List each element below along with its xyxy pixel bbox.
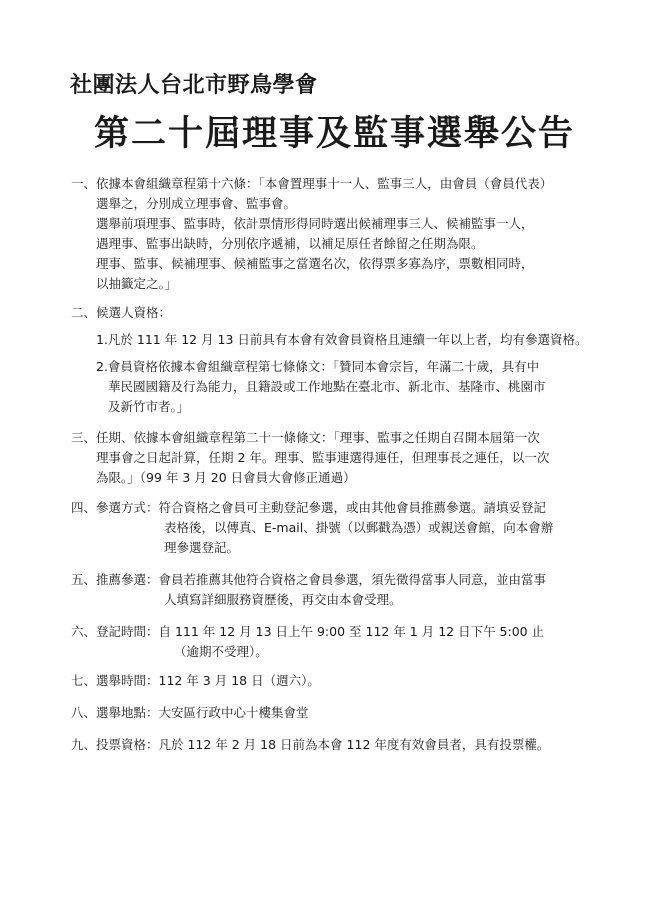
page-title: 第二十屆理事及監事選舉公告 — [94, 113, 576, 154]
organization-name: 社團法人台北市野鳥學會 — [70, 73, 318, 98]
section-1-line-2: 選舉前項理事、監事時，依計票情形得同時選出候補理事三人、候補監事一人， — [96, 216, 534, 231]
section-2-item-2-line-2: 華民國國籍及行為能力，且籍設或工作地點在臺北市、新北市、基隆市、桃園市 — [108, 379, 546, 394]
section-8-heading: 八、選舉地點：大安區行政中心十樓集會堂 — [71, 705, 309, 720]
section-6-line-1: （逾期不受理）。 — [174, 644, 268, 659]
section-1-line-3: 遇理事、監事出缺時，分別依序遞補，以補足原任者餘留之任期為限。 — [96, 236, 484, 251]
section-2-item-2: 2.會員資格依據本會組織章程第七條條文：「贊同本會宗旨，年滿二十歲，具有中 — [96, 359, 540, 374]
section-7-heading: 七、選舉時間：112 年 3 月 18 日（週六）。 — [71, 673, 320, 688]
section-2-item-1: 1.凡於 111 年 12 月 13 日前具有本會有效會員資格且連續一年以上者，均有參選資格。 — [96, 332, 588, 347]
section-1-heading: 一、依據本會組織章程第十六條：「本會置理事十一人、監事三人，由會員（會員代表） — [71, 176, 553, 191]
section-1-line-4: 理事、監事、候補理事、候補監事之當選名次，依得票多寡為序，票數相同時， — [96, 256, 534, 271]
section-2-item-2-line-3: 及新竹市者。」 — [108, 399, 190, 414]
section-6-heading: 六、登記時間：自 111 年 12 月 13 日上午 9:00 至 112 年 1 月 12 日下午 5:00 止 — [71, 624, 545, 639]
section-5-line-1: 人填寫詳細服務資歷後，再交由本會受理。 — [164, 592, 402, 607]
section-1-line-1: 選舉之，分別成立理事會、監事會。 — [96, 196, 297, 211]
section-4-line-2: 理參選登記。 — [164, 540, 240, 555]
section-1-line-5: 以抽籤定之。」 — [96, 276, 178, 291]
section-4-line-1: 表格後，以傳真、E-mail、掛號（以郵戳為憑）或親送會館，向本會辦 — [164, 520, 554, 535]
section-3-heading: 三、任期、依據本會組織章程第二十一條條文：「理事、監事之任期自召開本屆第一次 — [71, 430, 540, 445]
section-5-heading: 五、推薦參選：會員若推薦其他符合資格之會員參選，須先徵得當事人同意，並由當事 — [71, 572, 547, 587]
section-9-heading: 九、投票資格：凡於 112 年 2 月 18 日前為本會 112 年度有效會員者，具有投票權。 — [71, 737, 550, 752]
section-2-heading: 二、候選人資格： — [71, 305, 172, 320]
section-3-line-2: 為限。」（99 年 3 月 20 日會員大會修正通過） — [96, 470, 356, 485]
section-3-line-1: 理事會之日起計算，任期 2 年。理事、監事連選得連任，但理事長之連任，以一次 — [96, 450, 550, 465]
section-4-heading: 四、參選方式：符合資格之會員可主動登記參選，或由其他會員推薦參選。請填妥登記 — [71, 500, 547, 515]
